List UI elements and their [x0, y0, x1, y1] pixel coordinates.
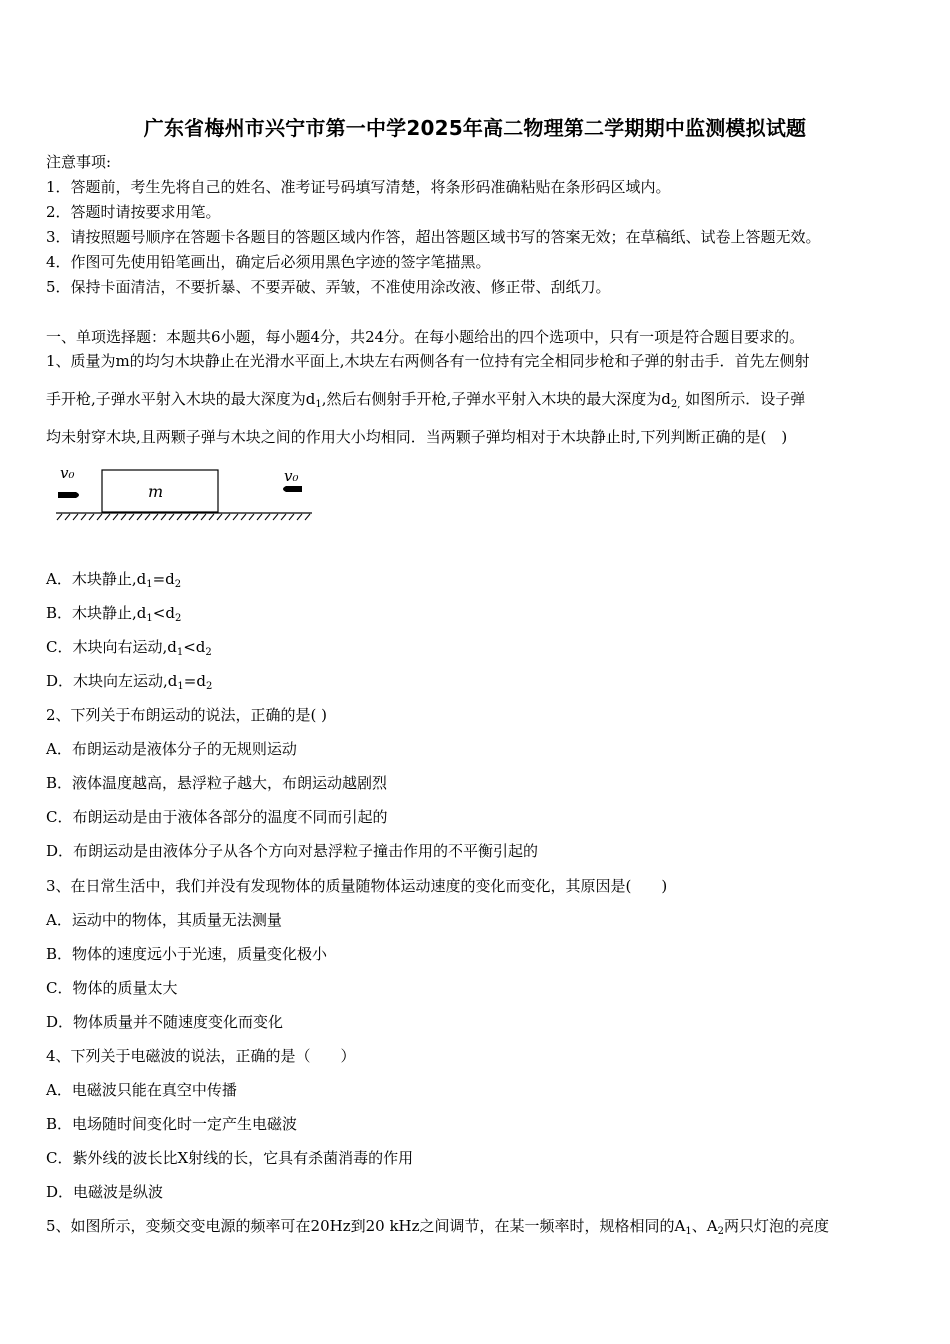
option-a: A．电磁波只能在真空中传播: [46, 1081, 237, 1099]
question-stem: 5、如图所示，变频交变电源的频率可在20Hz到20 kHz之间调节，在某一频率时，规格相同的$A_1$、$A_2$两只灯泡的亮度: [46, 1217, 829, 1237]
notice-item: 5．保持卡面清洁，不要折暴、不要弄破、弄皱，不准使用涂改液、修正带、刮纸刀。: [46, 278, 611, 296]
option-c: C．物体的质量太大: [46, 979, 178, 997]
option-d: D．布朗运动是由液体分子从各个方向对悬浮粒子撞击作用的不平衡引起的: [46, 842, 539, 860]
option-b: B．木块静止$,d_1<d_2$: [46, 604, 182, 624]
question-stem: 2、下列关于布朗运动的说法，正确的是( ): [46, 706, 328, 724]
option-c: C．木块向右运动$,d_1<d_2$: [46, 638, 212, 658]
option-d: D．物体质量并不随速度变化而变化: [46, 1013, 284, 1031]
option-b: B．电场随时间变化时一定产生电磁波: [46, 1115, 298, 1133]
question-stem: 手开枪,子弹水平射入木块的最大深度为$d_1$,然后右侧射手开枪,子弹水平射入木块的最大深度为$d_{2,}$ 如图所示．设子弹: [46, 390, 806, 410]
option-c: C．布朗运动是由于液体各部分的温度不同而引起的: [46, 808, 388, 826]
right-bullet-icon: [283, 486, 302, 492]
block-bullet-diagram: [52, 458, 316, 524]
option-d: D．电磁波是纵波: [46, 1183, 164, 1201]
question-stem: 3、在日常生活中，我们并没有发现物体的质量随物体运动速度的变化而变化，其原因是( ): [46, 877, 668, 895]
block-mass-label: m: [148, 482, 164, 501]
notice-item: 3．请按照题号顺序在答题卡各题目的答题区域内作答，超出答题区域书写的答案无效；在草稿纸、试卷上答题无效。: [46, 228, 821, 246]
right-velocity-label: v₀: [284, 467, 299, 485]
left-velocity-label: v₀: [60, 464, 75, 482]
section-heading: 一、单项选择题：本题共6小题，每小题4分，共24分。在每小题给出的四个选项中，只有一项是符合题目要求的。: [46, 328, 805, 346]
option-a: A．布朗运动是液体分子的无规则运动: [46, 740, 297, 758]
left-bullet-icon: [58, 492, 79, 498]
option-b: B．物体的速度远小于光速，质量变化极小: [46, 945, 328, 963]
question-stem: 1、质量为m的均匀木块静止在光滑水平面上,木块左右两侧各有一位持有完全相同步枪和子弹的射击手．首先左侧射: [46, 352, 810, 370]
notice-heading: 注意事项:: [46, 153, 112, 171]
option-b: B．液体温度越高，悬浮粒子越大，布朗运动越剧烈: [46, 774, 388, 792]
notice-item: 1．答题前，考生先将自己的姓名、准考证号码填写清楚，将条形码准确粘贴在条形码区域内。: [46, 178, 671, 196]
ground-hatching: [57, 514, 310, 520]
question-stem: 4、下列关于电磁波的说法，正确的是（ ）: [46, 1047, 356, 1065]
page-title: 广东省梅州市兴宁市第一中学2025年高二物理第二学期期中监测模拟试题: [143, 116, 807, 140]
notice-item: 2．答题时请按要求用笔。: [46, 203, 221, 221]
question-stem: 均未射穿木块,且两颗子弹与木块之间的作用大小均相同．当两颗子弹均相对于木块静止时,下列判断正确的是( ): [46, 428, 788, 446]
option-d: D．木块向左运动$,d_1=d_2$: [46, 672, 213, 692]
option-c: C．紫外线的波长比X射线的长，它具有杀菌消毒的作用: [46, 1149, 414, 1167]
notice-item: 4．作图可先使用铅笔画出，确定后必须用黑色字迹的签字笔描黑。: [46, 253, 491, 271]
option-a: A．木块静止$,d_1=d_2$: [46, 570, 182, 590]
option-a: A．运动中的物体，其质量无法测量: [46, 911, 282, 929]
